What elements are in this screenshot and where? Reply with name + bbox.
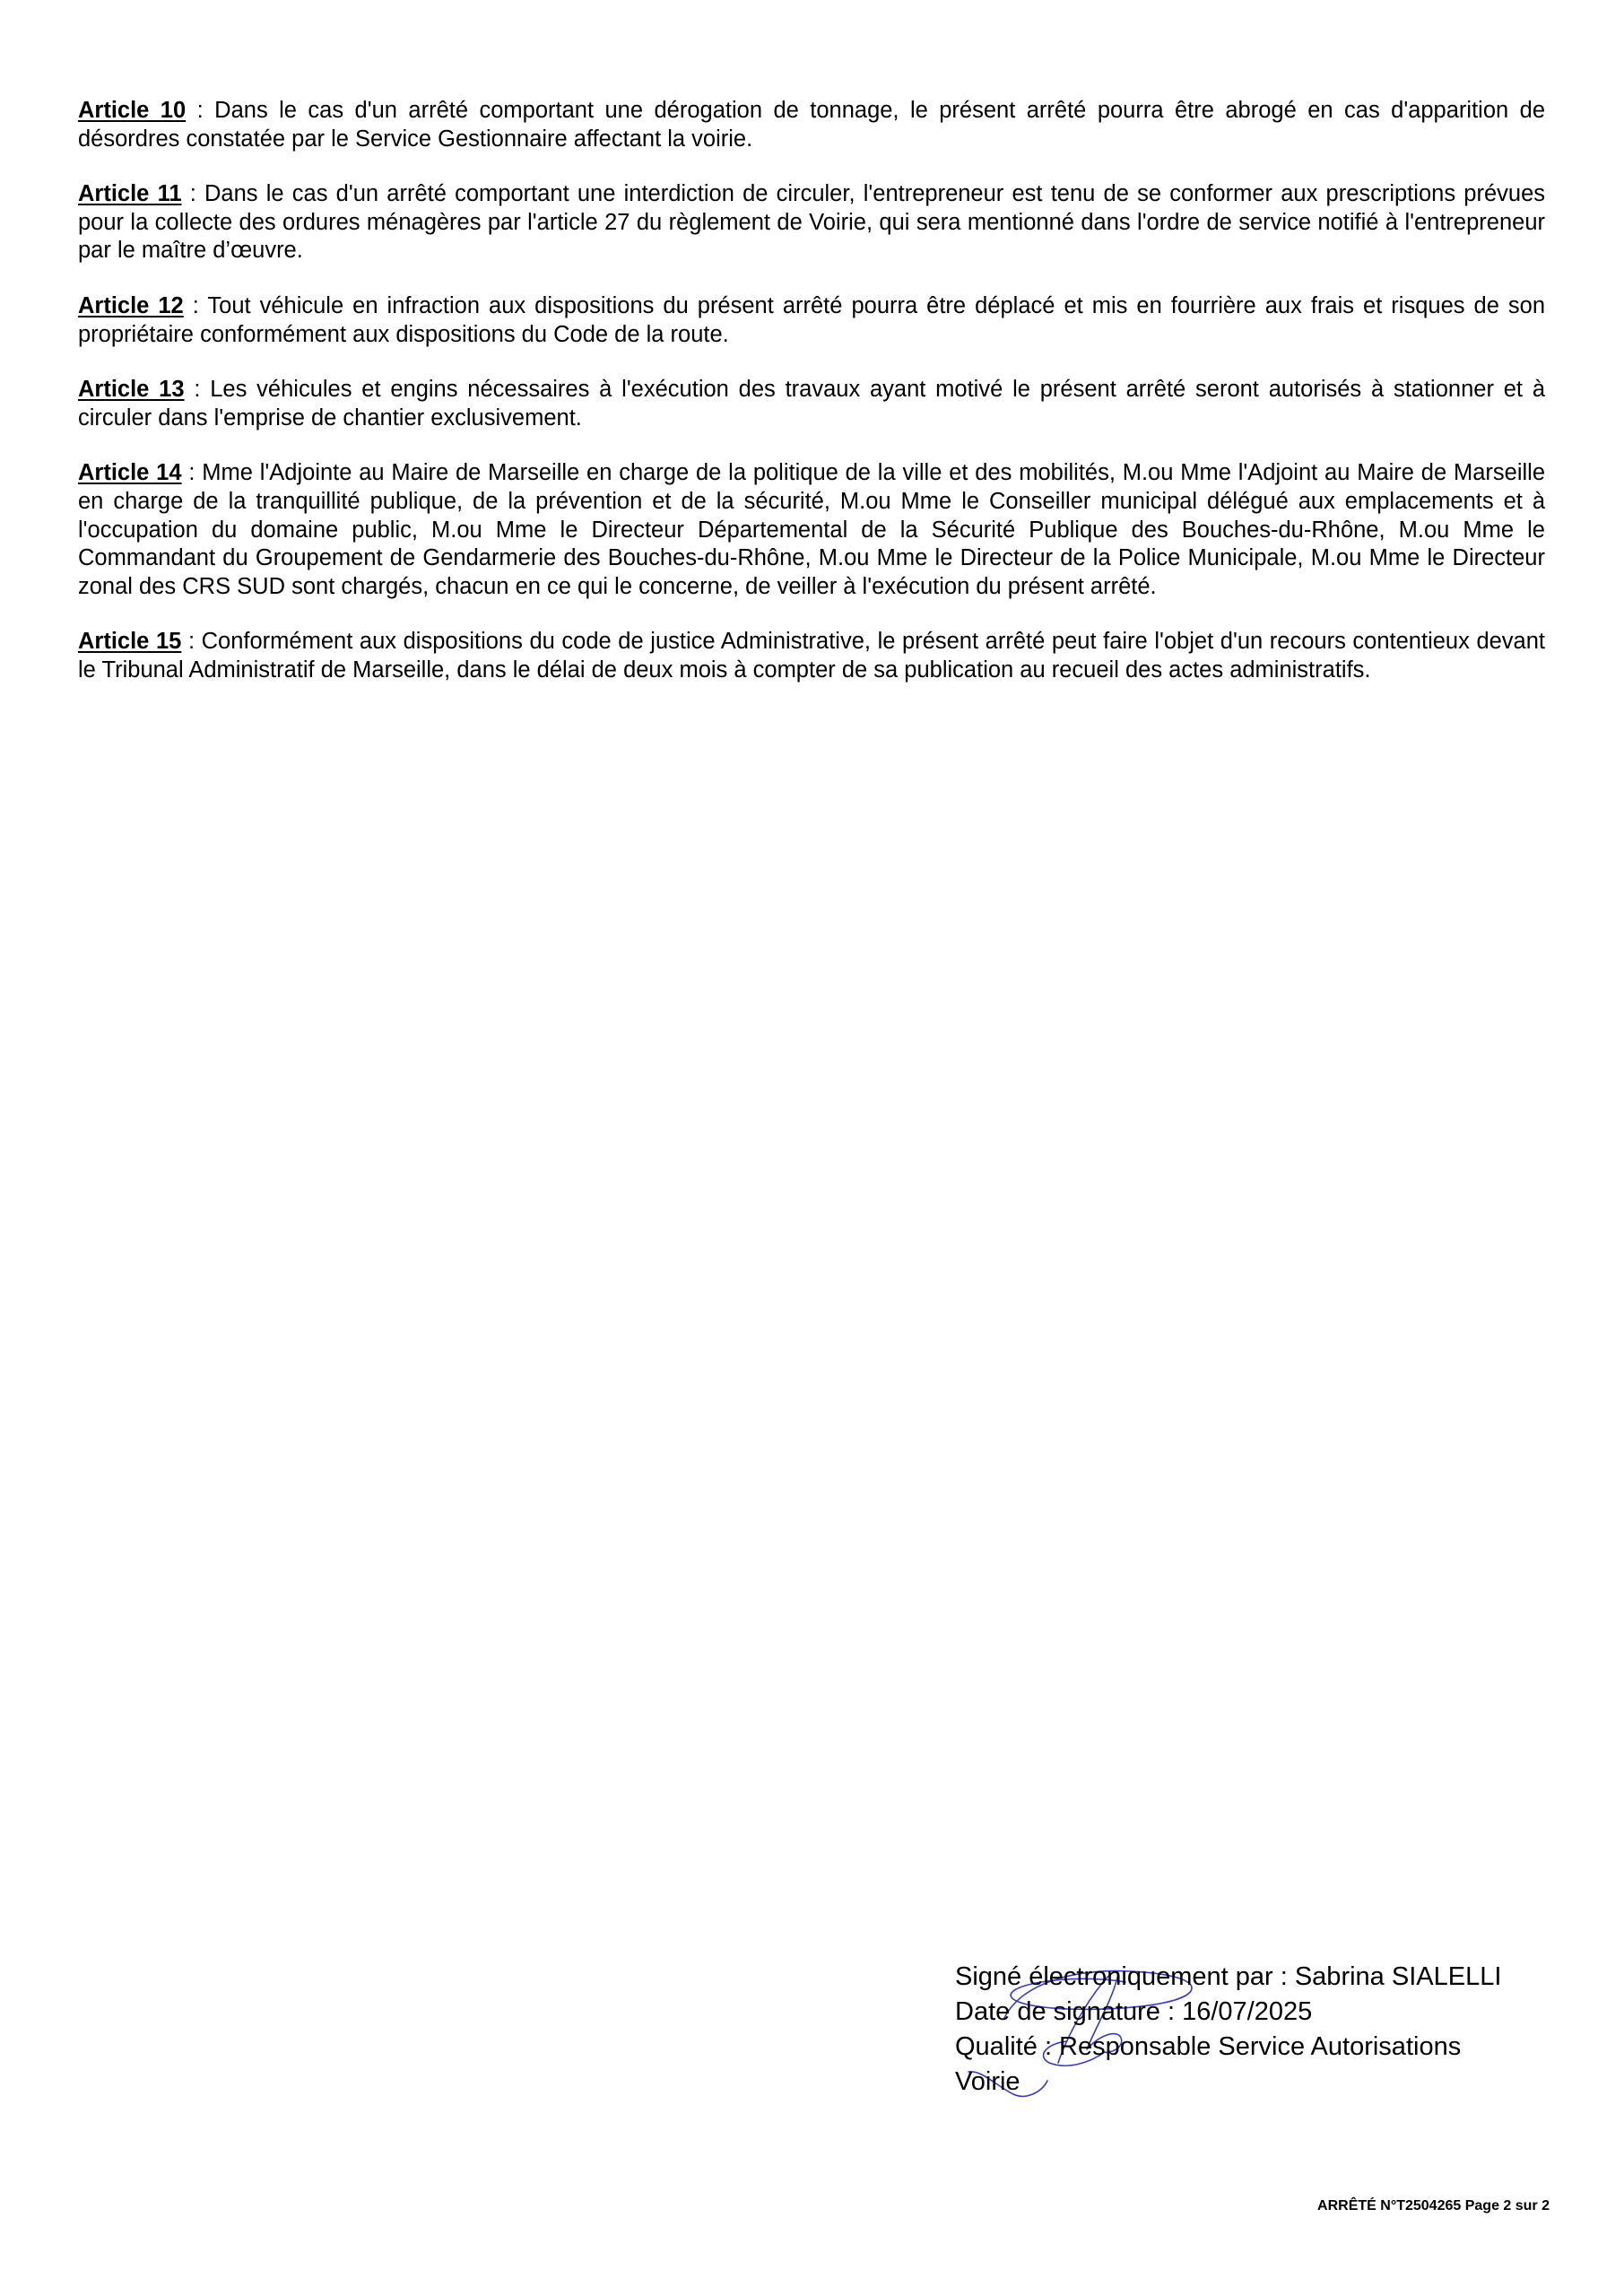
article-label: Article 15 xyxy=(78,629,182,655)
article-text: : Dans le cas d'un arrêté comportant une interdiction de circuler, l'entrepreneur est tenu de se conformer aux prescriptions prévues pour la collecte des ordures ménagères par l'article 27 du règlement de Voirie, qui sera mentionné dans l'ordre de service notifié à l'entrepreneur par le maître d’œuvre. xyxy=(78,181,1546,264)
article-text: : Les véhicules et engins nécessaires à l'exécution des travaux ayant motivé le présent arrêté seront autorisés à stationner et à circuler dans l'emprise de chantier exclusivement. xyxy=(78,377,1546,430)
article-label: Article 14 xyxy=(78,460,182,486)
article-11 xyxy=(78,180,1545,265)
article-14 xyxy=(78,459,1545,601)
article-text: : Mme l'Adjointe au Maire de Marseille en charge de la politique de la ville et des mobilités, M.ou Mme l'Adjoint au Maire de Marseille en charge de la tranquillité publique, de la prévention et de la sécurité, M.ou Mme le Conseiller municipal délégué aux emplacements et à l'occupation du domaine public, M.ou Mme le Directeur Départemental de la Sécurité Publique des Bouches-du-Rhône, M.ou Mme le Commandant du Groupement de Gendarmerie des Bouches-du-Rhône, M.ou Mme le Directeur de la Police Municipale, M.ou Mme le Directeur zonal des CRS SUD sont chargés, chacun en ce qui le concerne, de veiller à l'exécution du présent arrêté. xyxy=(78,460,1545,599)
article-label: Article 12 xyxy=(78,292,184,318)
article-text: : Dans le cas d'un arrêté comportant une dérogation de tonnage, le présent arrêté pourra être abrogé en cas d'apparition de désordres constatée par le Service Gestionnaire affectant la voirie. xyxy=(78,98,1546,152)
signed-by: Signé électroniquement par : Sabrina SIALELLI xyxy=(955,1962,1502,1991)
article-15 xyxy=(78,628,1545,684)
article-text: : Tout véhicule en infraction aux dispositions du présent arrêté pourra être déplacé et mis en fourrière aux frais et risques de son propriétaire conformément aux dispositions du Code de la route. xyxy=(78,292,1546,347)
article-label: Article 10 xyxy=(78,98,187,123)
article-label: Article 11 xyxy=(78,181,182,207)
page-footer-reference: ARRÊTÉ N°T2504265 Page 2 sur 2 xyxy=(1317,2198,1550,2213)
article-12 xyxy=(78,292,1545,349)
article-text: : Conformément aux dispositions du code de justice Administrative, le présent arrêté peut faire l'objet d'un recours contentieux devant le Tribunal Administratif de Marseille, dans le délai de deux mois à compter de sa publication au recueil des actes administratifs. xyxy=(78,629,1546,683)
signer-quality-continued: Voirie xyxy=(955,2067,1020,2096)
signature-date: Date de signature : 16/07/2025 xyxy=(955,1997,1313,2026)
article-10 xyxy=(78,97,1545,153)
article-label: Article 13 xyxy=(78,377,185,403)
signature-block xyxy=(955,1960,1565,2100)
article-13 xyxy=(78,376,1545,432)
signer-quality: Qualité : Responsable Service Autorisations xyxy=(955,2032,1462,2061)
articles-section xyxy=(78,97,1545,712)
